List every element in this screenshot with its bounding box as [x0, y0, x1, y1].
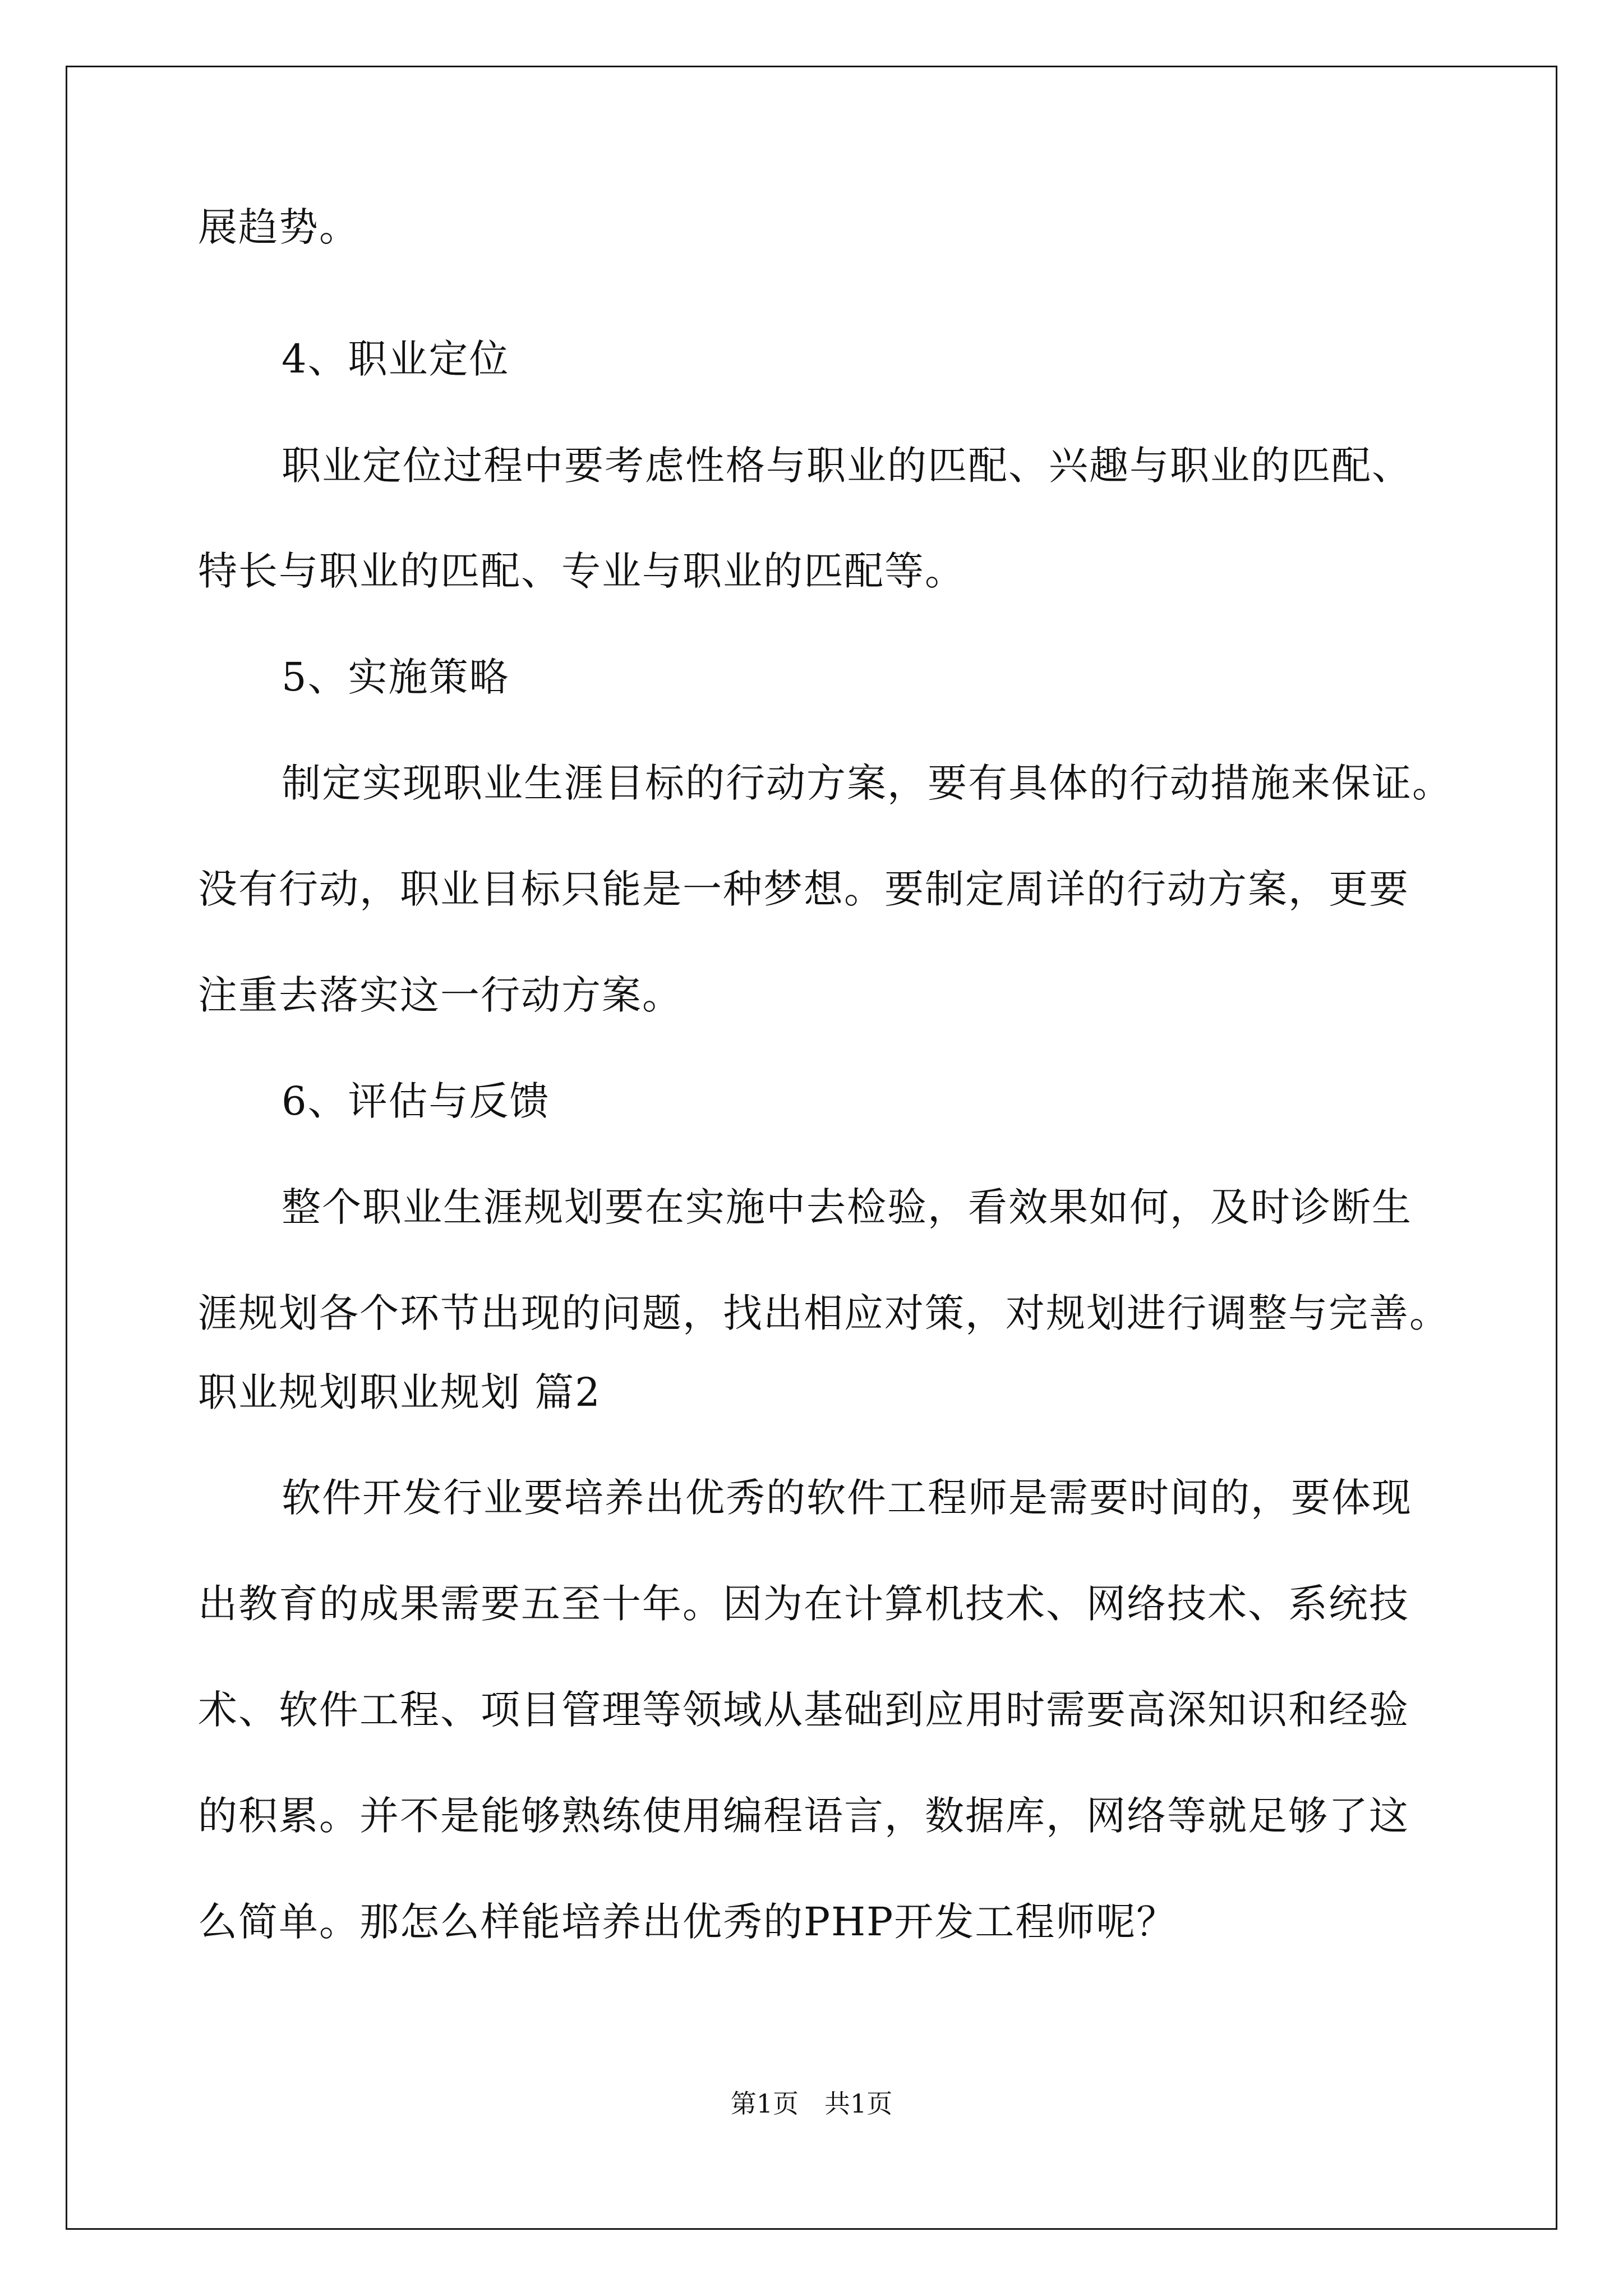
- body-text-line: 软件开发行业要培养出优秀的软件工程师是需要时间的，要体现: [282, 1475, 1412, 1521]
- body-text-line: 特长与职业的匹配、专业与职业的匹配等。: [198, 548, 965, 594]
- section-heading: 4、职业定位: [282, 336, 510, 382]
- body-text-line: 整个职业生涯规划要在实施中去检验，看效果如何，及时诊断生: [282, 1184, 1412, 1230]
- body-text-line: 术、软件工程、项目管理等领域从基础到应用时需要高深知识和经验: [198, 1687, 1409, 1733]
- section-heading: 5、实施策略: [282, 654, 510, 700]
- body-text-line: 注重去落实这一行动方案。: [198, 972, 683, 1018]
- body-text-line: 出教育的成果需要五至十年。因为在计算机技术、网络技术、系统技: [198, 1581, 1409, 1627]
- body-text-line: 展趋势。: [198, 204, 359, 250]
- page-footer: 第1页 共1页: [730, 2088, 893, 2119]
- body-text-line: 的积累。并不是能够熟练使用编程语言，数据库，网络等就足够了这: [198, 1793, 1409, 1839]
- body-text-line: 制定实现职业生涯目标的行动方案，要有具体的行动措施来保证。: [282, 760, 1453, 806]
- body-text-line: 没有行动，职业目标只能是一种梦想。要制定周详的行动方案，更要: [198, 866, 1409, 912]
- body-text-line: 职业定位过程中要考虑性格与职业的匹配、兴趣与职业的匹配、: [282, 443, 1412, 489]
- article-title: 职业规划职业规划 篇2: [198, 1369, 601, 1415]
- body-text-line: 么简单。那怎么样能培养出优秀的PHP开发工程师呢？: [198, 1899, 1177, 1945]
- section-heading: 6、评估与反馈: [282, 1078, 550, 1124]
- body-text-line: 涯规划各个环节出现的问题，找出相应对策，对规划进行调整与完善。: [198, 1290, 1450, 1336]
